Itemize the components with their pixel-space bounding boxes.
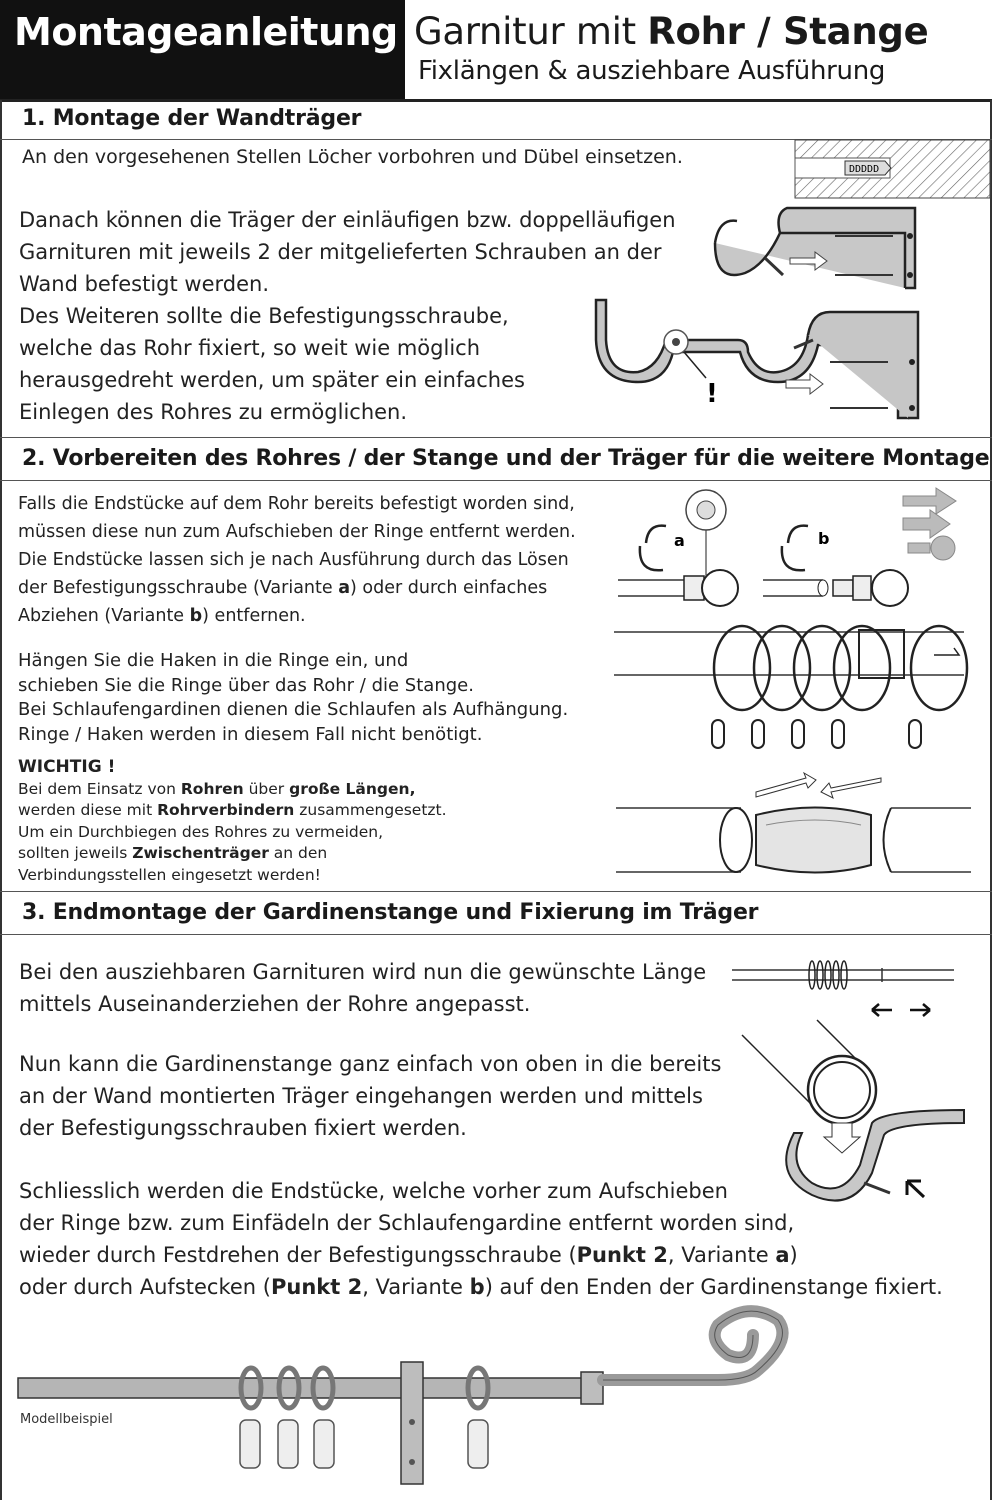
- text-line: herausgedreht werden, um später ein einfaches: [19, 368, 525, 392]
- text-line: Um ein Durchbiegen des Rohres zu vermeiden,: [18, 822, 383, 841]
- text-bold: Rohrverbindern: [157, 801, 295, 819]
- text-line: Falls die Endstücke auf dem Rohr bereits befestigt worden sind,: [18, 494, 575, 514]
- text-line: Bei Schlaufengardinen dienen die Schlaufen als Aufhängung.: [18, 699, 569, 720]
- extendable-rod-illustration: [732, 960, 962, 1020]
- page-title: Montageanleitung :: [14, 10, 426, 54]
- text-run: werden diese mit: [18, 801, 158, 819]
- text-line: müssen diese nun zum Aufschieben der Ringe entfernt werden.: [18, 522, 576, 542]
- text-line: Hängen Sie die Haken in die Ringe ein, und: [18, 650, 409, 671]
- section-divider: [0, 891, 992, 892]
- text-line: Die Endstücke lassen sich je nach Ausführung durch das Lösen: [18, 550, 569, 570]
- text-line: [19, 1239, 943, 1271]
- text-line: Ringe / Haken werden in diesem Fall nicht benötigt.: [18, 723, 483, 745]
- text-run: ) entfernen.: [202, 606, 306, 626]
- section3-title: 3. Endmontage der Gardinenstange und Fixierung im Träger: [22, 900, 759, 925]
- double-bracket-illustration: [598, 290, 928, 425]
- text-line: Schliesslich werden die Endstücke, welche vorher zum Aufschieben: [19, 1179, 728, 1203]
- text-line: Danach können die Träger der einläufigen bzw. doppelläufigen: [19, 208, 676, 232]
- text-bold: Punkt 2: [270, 1275, 363, 1299]
- text-run: ) oder durch einfaches: [350, 578, 548, 598]
- text-run: über: [243, 779, 290, 798]
- text-bold: große Längen,: [289, 779, 416, 798]
- text-run: zusammengesetzt.: [294, 801, 447, 819]
- text-line: der Ringe bzw. zum Einfädeln der Schlaufengardine entfernt worden sind,: [19, 1211, 795, 1235]
- rings-on-rod-illustration: [614, 620, 974, 755]
- text-bold: a: [338, 578, 351, 598]
- single-bracket-illustration: [705, 203, 935, 293]
- text-bold: b: [189, 606, 203, 626]
- section3-para2: [19, 1048, 721, 1144]
- svg-text:DDDDD: DDDDD: [849, 164, 880, 175]
- text-run: wieder durch Festdrehen der Befestigungsschraube (: [19, 1243, 577, 1267]
- text-line: [18, 779, 447, 801]
- text-line: [18, 574, 576, 602]
- section1-body: [19, 204, 676, 428]
- model-example-caption: Modellbeispiel: [20, 1412, 113, 1427]
- section1-intro: An den vorgesehenen Stellen Löcher vorbohren und Dübel einsetzen.: [22, 146, 683, 168]
- text-line: Nun kann die Gardinenstange ganz einfach von oben in die bereits: [19, 1052, 722, 1076]
- text-run: der Befestigungsschraube (Variante: [18, 578, 339, 598]
- text-line: welche das Rohr fixiert, so weit wie möglich: [19, 336, 481, 360]
- text-line: Wand befestigt werden.: [19, 272, 270, 296]
- section2-title: 2. Vorbereiten des Rohres / der Stange und der Träger für die weitere Montage: [22, 446, 990, 471]
- section2-title-rule: [0, 480, 992, 481]
- text-line: Bei den ausziehbaren Garnituren wird nun die gewünschte Länge: [19, 960, 707, 984]
- text-bold: Rohren: [180, 779, 244, 798]
- header-title-block: [0, 0, 426, 100]
- warning-title: WICHTIG !: [18, 757, 116, 777]
- page-subtitle: [414, 10, 928, 53]
- section-divider: [0, 437, 992, 438]
- text-run: , Variante: [667, 1243, 776, 1267]
- warning-mark: !: [706, 379, 718, 409]
- section3-para1: [19, 956, 706, 1020]
- text-line: Des Weiteren sollte die Befestigungsschraube,: [19, 304, 509, 328]
- text-line: Verbindungsstellen eingesetzt werden!: [18, 865, 321, 884]
- text-run: ) auf den Enden der Gardinenstange fixiert.: [484, 1275, 943, 1299]
- header-rule: [0, 99, 992, 102]
- section2-para1: [18, 490, 576, 630]
- section2-para2: [18, 649, 568, 747]
- variant-a-label: a: [674, 531, 685, 550]
- variant-b-label: b: [818, 529, 830, 548]
- rod-connector-illustration: [616, 770, 976, 880]
- text-run: an den: [268, 844, 328, 862]
- text-bold: a: [775, 1243, 790, 1267]
- text-run: sollten jeweils: [18, 844, 133, 862]
- subtitle-prefix: Garnitur mit: [414, 10, 648, 53]
- text-line: [19, 1271, 943, 1303]
- text-line: mittels Auseinanderziehen der Rohre angepasst.: [19, 992, 531, 1016]
- rod-into-bracket-illustration: [742, 1015, 972, 1215]
- text-run: , Variante: [362, 1275, 470, 1299]
- section1-title: 1. Montage der Wandträger: [22, 106, 362, 131]
- curtain-rod-model-illustration: [18, 1340, 818, 1490]
- text-run: ): [789, 1243, 798, 1267]
- text-bold: Zwischenträger: [132, 844, 269, 862]
- text-line: [18, 800, 447, 822]
- section2-warning: [18, 757, 447, 886]
- text-line: an der Wand montierten Träger eingehangen werden und mittels: [19, 1084, 703, 1108]
- section3-title-rule: [0, 934, 992, 935]
- text-line: [18, 843, 447, 865]
- endpiece-variants-illustration: [618, 488, 978, 618]
- subtitle-bold: Rohr / Stange: [647, 10, 929, 53]
- text-line: Garnituren mit jeweils 2 der mitgelieferten Schrauben an der: [19, 240, 662, 264]
- text-run: oder durch Aufstecken (: [19, 1275, 271, 1299]
- text-run: Abziehen (Variante: [18, 606, 190, 626]
- text-line: Einlegen des Rohres zu ermöglichen.: [19, 400, 408, 424]
- text-line: der Befestigungsschrauben fixiert werden.: [19, 1116, 467, 1140]
- page-subtitle-line2: Fixlängen & ausziehbare Ausführung: [418, 56, 886, 86]
- left-border: [0, 100, 2, 1500]
- wall-dowel-illustration: [795, 140, 992, 200]
- text-line: [18, 602, 576, 630]
- text-line: schieben Sie die Ringe über das Rohr / die Stange.: [18, 674, 474, 696]
- text-bold: b: [469, 1275, 485, 1299]
- text-run: Bei dem Einsatz von: [18, 779, 181, 798]
- text-bold: Punkt 2: [576, 1243, 668, 1267]
